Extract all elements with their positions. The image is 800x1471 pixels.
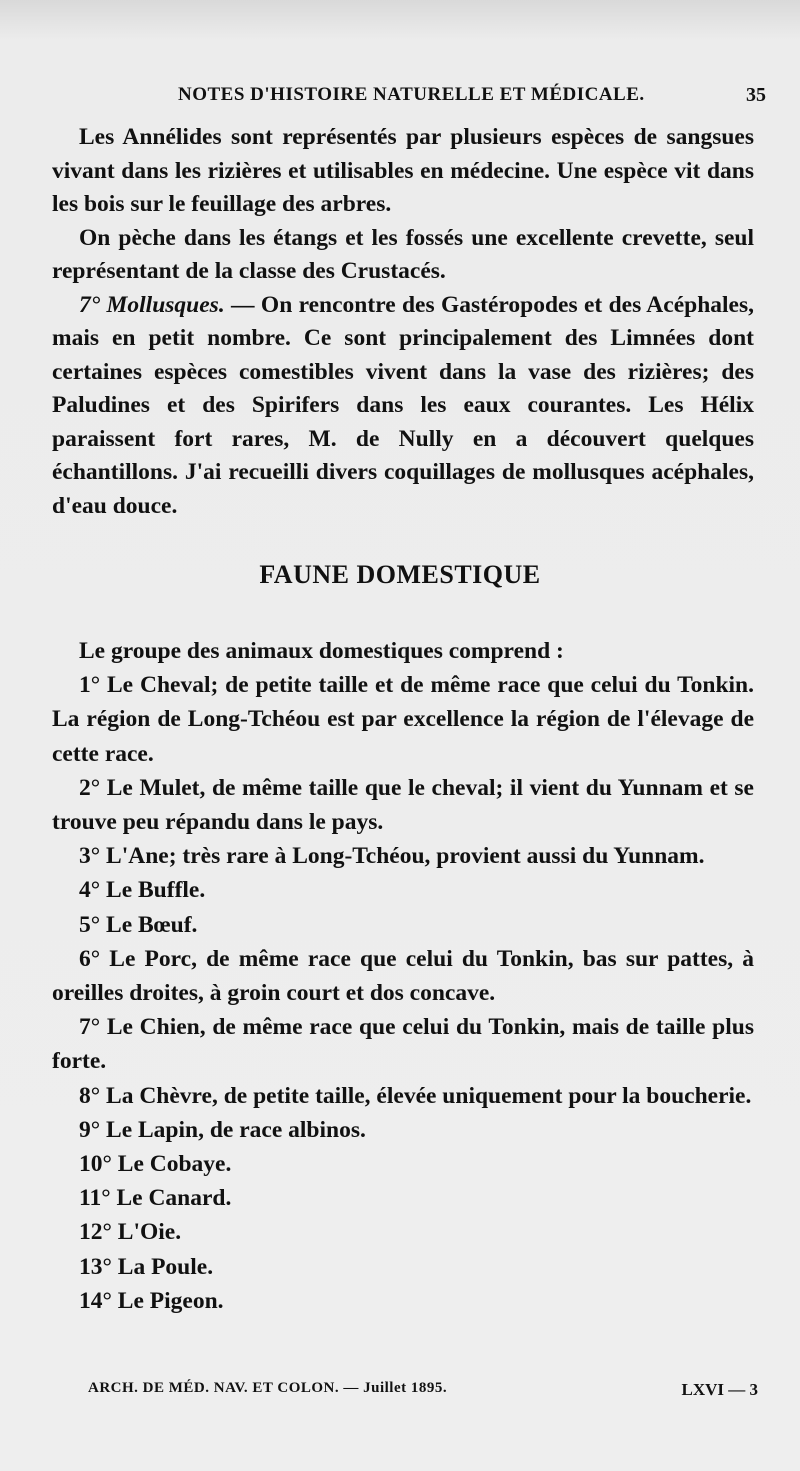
list-item: 7° Le Chien, de même race que celui du Tonkin, mais de taille plus forte. [52,1014,754,1075]
paragraph-mollusques [52,289,754,524]
list-item: 14° Le Pigeon. [79,1287,224,1314]
list-item: 3° L'Ane; très rare à Long-Tchéou, provient aussi du Yunnam. [79,843,705,870]
domestic-animals-list [52,634,754,1318]
list-item: 8° La Chèvre, de petite taille, élevée uniquement pour la boucherie. [79,1082,752,1109]
mollusques-text: — On rencontre des Gastéropodes et des Acéphales, mais en petit nombre. Ce sont principalement des Limnées dont certaines espèces comestibles vivent dans la vase des rizières; des Paludines et des Spirifers dans les eaux courantes. Les Hélix paraissent fort rares, M. de Nully en a découvert quelques échantillons. J'ai recueilli divers coquillages de mollusques acéphales, d'eau douce. [52,291,755,519]
list-item: 11° Le Canard. [79,1185,232,1212]
body-text [52,121,754,523]
list-item: 9° Le Lapin, de race albinos. [79,1116,366,1143]
list-item: 1° Le Cheval; de petite taille et de même race que celui du Tonkin. La région de Long-Tchéou est par excellence la région de l'élevage de cette race. [52,672,754,767]
section-title: FAUNE DOMESTIQUE [259,560,541,589]
list-item: 10° Le Cobaye. [79,1151,232,1178]
list-intro: Le groupe des animaux domestiques comprend : [79,638,564,664]
page-footer [0,1380,800,1406]
journal-citation: ARCH. DE MÉD. NAV. ET COLON. — Juillet 1895. [88,1380,448,1396]
page-number: 35 [746,84,766,106]
list-item: 4° Le Buffle. [79,877,206,904]
mollusques-label: 7° Mollusques. [79,291,225,318]
running-title: NOTES D'HISTOIRE NATURELLE ET MÉDICALE. [178,84,645,105]
list-item: 5° Le Bœuf. [79,911,198,938]
list-item: 6° Le Porc, de même race que celui du Tonkin, bas sur pattes, à oreilles droites, à groin court et dos concave. [52,945,754,1007]
list-item: 12° L'Oie. [79,1219,182,1246]
paragraph-annelides: Les Annélides sont représentés par plusieurs espèces de sangsues vivant dans les rizières et utilisables en médecine. Une espèce vit dans les bois sur le feuillage des arbres. [52,124,754,217]
list-item: 13° La Poule. [79,1253,214,1280]
volume-signature: LXVI — 3 [681,1380,758,1399]
paragraph-crustaces: On pèche dans les étangs et les fossés une excellente crevette, seul représentant de la classe des Crustacés. [52,224,754,284]
page-header [0,84,800,114]
list-item: 2° Le Mulet, de même taille que le cheval; il vient du Yunnam et se trouve peu répandu dans le pays. [52,774,754,836]
